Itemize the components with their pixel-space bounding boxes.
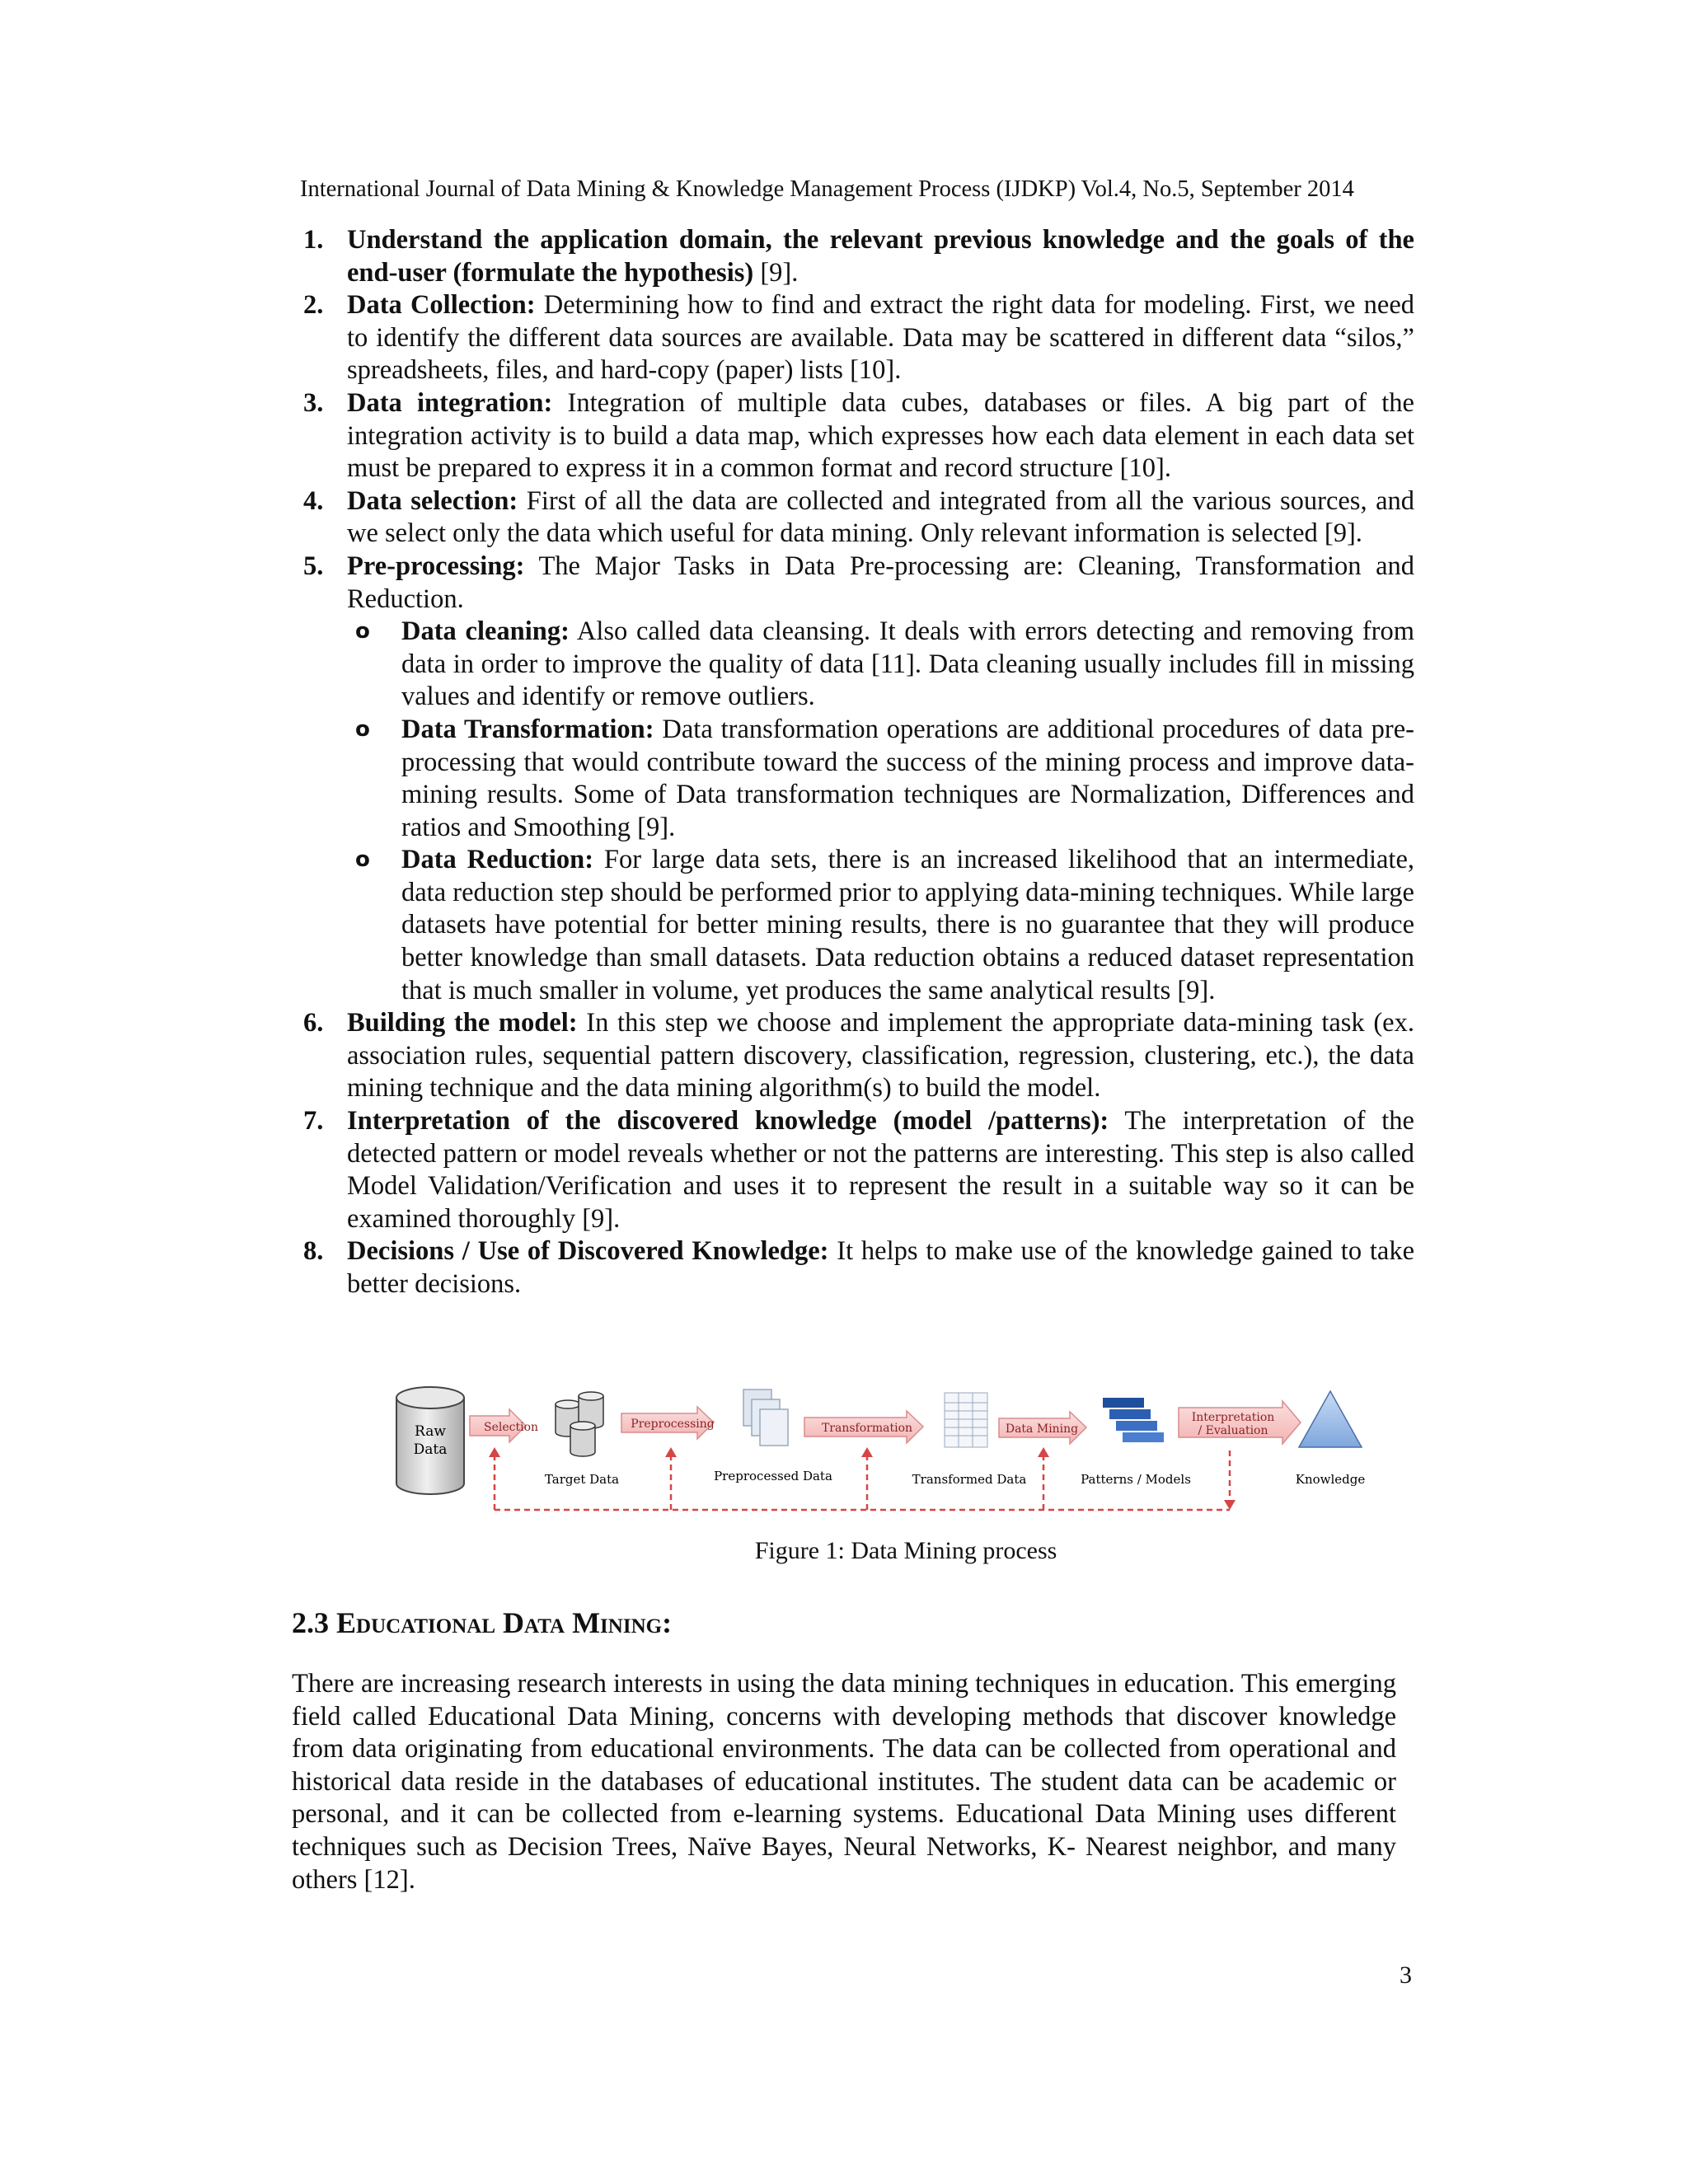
raw-data-cylinder-icon xyxy=(396,1387,464,1494)
substep-data-cleaning xyxy=(347,616,1414,714)
substep-text: Also called data cleansing. It deals with errors detecting and removing from data in order to improve the quality of data [11]. Data cleaning usually includes fill in missing values and identify or remove outliers. xyxy=(401,616,1414,712)
figure-label-transformed-data: Transformed Data xyxy=(912,1472,1027,1487)
figure-label-target-data: Target Data xyxy=(544,1472,620,1487)
substep-data-transformation xyxy=(347,714,1414,844)
section-heading: 2.3 Educational Data Mining: xyxy=(292,1606,673,1639)
step-2 xyxy=(303,289,1414,387)
arrow-label-preprocessing: Preprocessing xyxy=(631,1418,715,1431)
raw-data-label: Data xyxy=(413,1441,448,1458)
step-number: 7. xyxy=(303,1106,324,1137)
figure-caption: Figure 1: Data Mining process xyxy=(754,1537,1057,1564)
figure-label-preprocessed-data: Preprocessed Data xyxy=(714,1469,832,1483)
process-steps-list xyxy=(303,224,1414,1301)
page-number: 3 xyxy=(1400,1961,1412,1989)
step-title: Data integration: xyxy=(347,387,553,418)
knowledge-triangle-icon xyxy=(1299,1391,1362,1447)
step-4 xyxy=(303,485,1414,551)
data-mining-process-figure xyxy=(384,1375,1373,1523)
substep-data-reduction xyxy=(347,844,1414,1007)
step-text: Determining how to find and extract the right data for modeling. First, we need to identify the different data sources are available. Data may be scattered in different data “silos,” spreadsheets, files, and hard-copy (paper) lists [10]. xyxy=(347,290,1414,386)
step-number: 6. xyxy=(303,1008,324,1038)
process-diagram xyxy=(384,1375,1373,1523)
step-6 xyxy=(303,1007,1414,1105)
arrow-label-selection: Selection xyxy=(483,1421,539,1434)
step-title: Building the model: xyxy=(347,1008,578,1038)
step-number: 3. xyxy=(303,387,324,418)
substep-text: Data transformation operations are additional procedures of data pre-processing that would contribute toward the success of the mining process and improve data-mining results. Some of Data transformation techniques are Normalization, Differences and ratios and Smoothing [9]. xyxy=(401,714,1414,842)
substep-title: Data Transformation: xyxy=(401,714,654,744)
step-1 xyxy=(303,224,1414,289)
preprocessed-data-documents-icon xyxy=(743,1390,788,1446)
substep-title: Data cleaning: xyxy=(401,616,570,647)
figure-label-patterns-models: Patterns / Models xyxy=(1081,1472,1191,1487)
step-text: The interpretation of the detected pattern or model reveals whether or not the patterns are interesting. This step is also called Model Validation/Verification and uses it to represent the result in a suitable way so it can be examined thoroughly [9]. xyxy=(347,1106,1414,1234)
preprocessing-subtasks xyxy=(347,616,1414,1007)
substep-text: For large data sets, there is an increased likelihood that an intermediate, data reduction step should be performed prior to applying data-mining techniques. While large datasets have potential for better mining results, there is no guarantee that they will produce better knowledge than small datasets. Data reduction obtains a reduced dataset representation that is much smaller in volume, yet produces the same analytical results [9]. xyxy=(401,845,1414,1005)
bullet-icon: o xyxy=(355,847,370,873)
step-title: Data selection: xyxy=(347,485,518,516)
step-title: Decisions / Use of Discovered Knowledge: xyxy=(347,1236,829,1267)
bullet-icon: o xyxy=(355,716,370,742)
section-paragraph: There are increasing research interests in using the data mining techniques in education. This emerging field called Educational Data Mining, concerns with developing methods that discover knowledge from data originating from educational environments. The data can be collected from operational and historical data reside in the databases of educational institutes. The student data can be academic or personal, and it can be collected from e-learning systems. Educational Data Mining uses different techniques such as Decision Trees, Naïve Bayes, Neural Networks, K- Nearest neighbor, and many others [12]. xyxy=(292,1669,1396,1895)
step-text: The Major Tasks in Data Pre-processing are: Cleaning, Transformation and Reduction. xyxy=(347,551,1414,614)
arrow-label-evaluation: / Evaluation xyxy=(1198,1424,1268,1437)
figure-label-knowledge: Knowledge xyxy=(1295,1472,1366,1487)
arrow-label-interpretation: Interpretation xyxy=(1191,1411,1275,1424)
raw-data-label: Raw xyxy=(415,1423,446,1440)
target-data-cylinders-icon xyxy=(556,1392,603,1456)
step-number: 8. xyxy=(303,1236,324,1267)
step-title: Pre-processing: xyxy=(347,551,525,581)
step-title: Understand the application domain, the relevant previous knowledge and the goals of the end-user (formulate the hypothesis) xyxy=(347,225,1414,288)
step-title: Data Collection: xyxy=(347,290,536,321)
step-number: 1. xyxy=(303,225,324,255)
running-header: International Journal of Data Mining & Knowledge Management Process (IJDKP) Vol.4, No.5, September 2014 xyxy=(300,176,1354,202)
step-text: [9]. xyxy=(753,257,799,288)
step-number: 4. xyxy=(303,485,324,516)
step-text: First of all the data are collected and integrated from all the various sources, and we select only the data which useful for data mining. Only relevant information is selected [9]. xyxy=(347,485,1414,549)
step-text: In this step we choose and implement the appropriate data-mining task (ex. association rules, sequential pattern discovery, classification, regression, clustering, etc.), the data mining technique and the data mining algorithm(s) to build the model. xyxy=(347,1008,1414,1104)
step-3 xyxy=(303,387,1414,485)
step-5 xyxy=(303,551,1414,1007)
arrow-label-data-mining: Data Mining xyxy=(1005,1422,1079,1436)
step-number: 5. xyxy=(303,551,324,581)
step-7 xyxy=(303,1105,1414,1235)
step-number: 2. xyxy=(303,290,324,321)
transformed-data-table-icon xyxy=(945,1393,987,1447)
step-8 xyxy=(303,1235,1414,1301)
substep-title: Data Reduction: xyxy=(401,845,594,875)
patterns-models-stack-icon xyxy=(1103,1398,1164,1442)
arrow-label-transformation: Transformation xyxy=(821,1422,913,1435)
bullet-icon: o xyxy=(355,619,370,644)
step-text: It helps to make use of the knowledge gained to take better decisions. xyxy=(347,1236,1414,1299)
step-text: Integration of multiple data cubes, databases or files. A big part of the integration activity is to build a data map, which expresses how each data element in each data set must be prepared to express it in a common format and record structure [10]. xyxy=(347,387,1414,484)
step-title: Interpretation of the discovered knowledge (model /patterns): xyxy=(347,1106,1109,1137)
